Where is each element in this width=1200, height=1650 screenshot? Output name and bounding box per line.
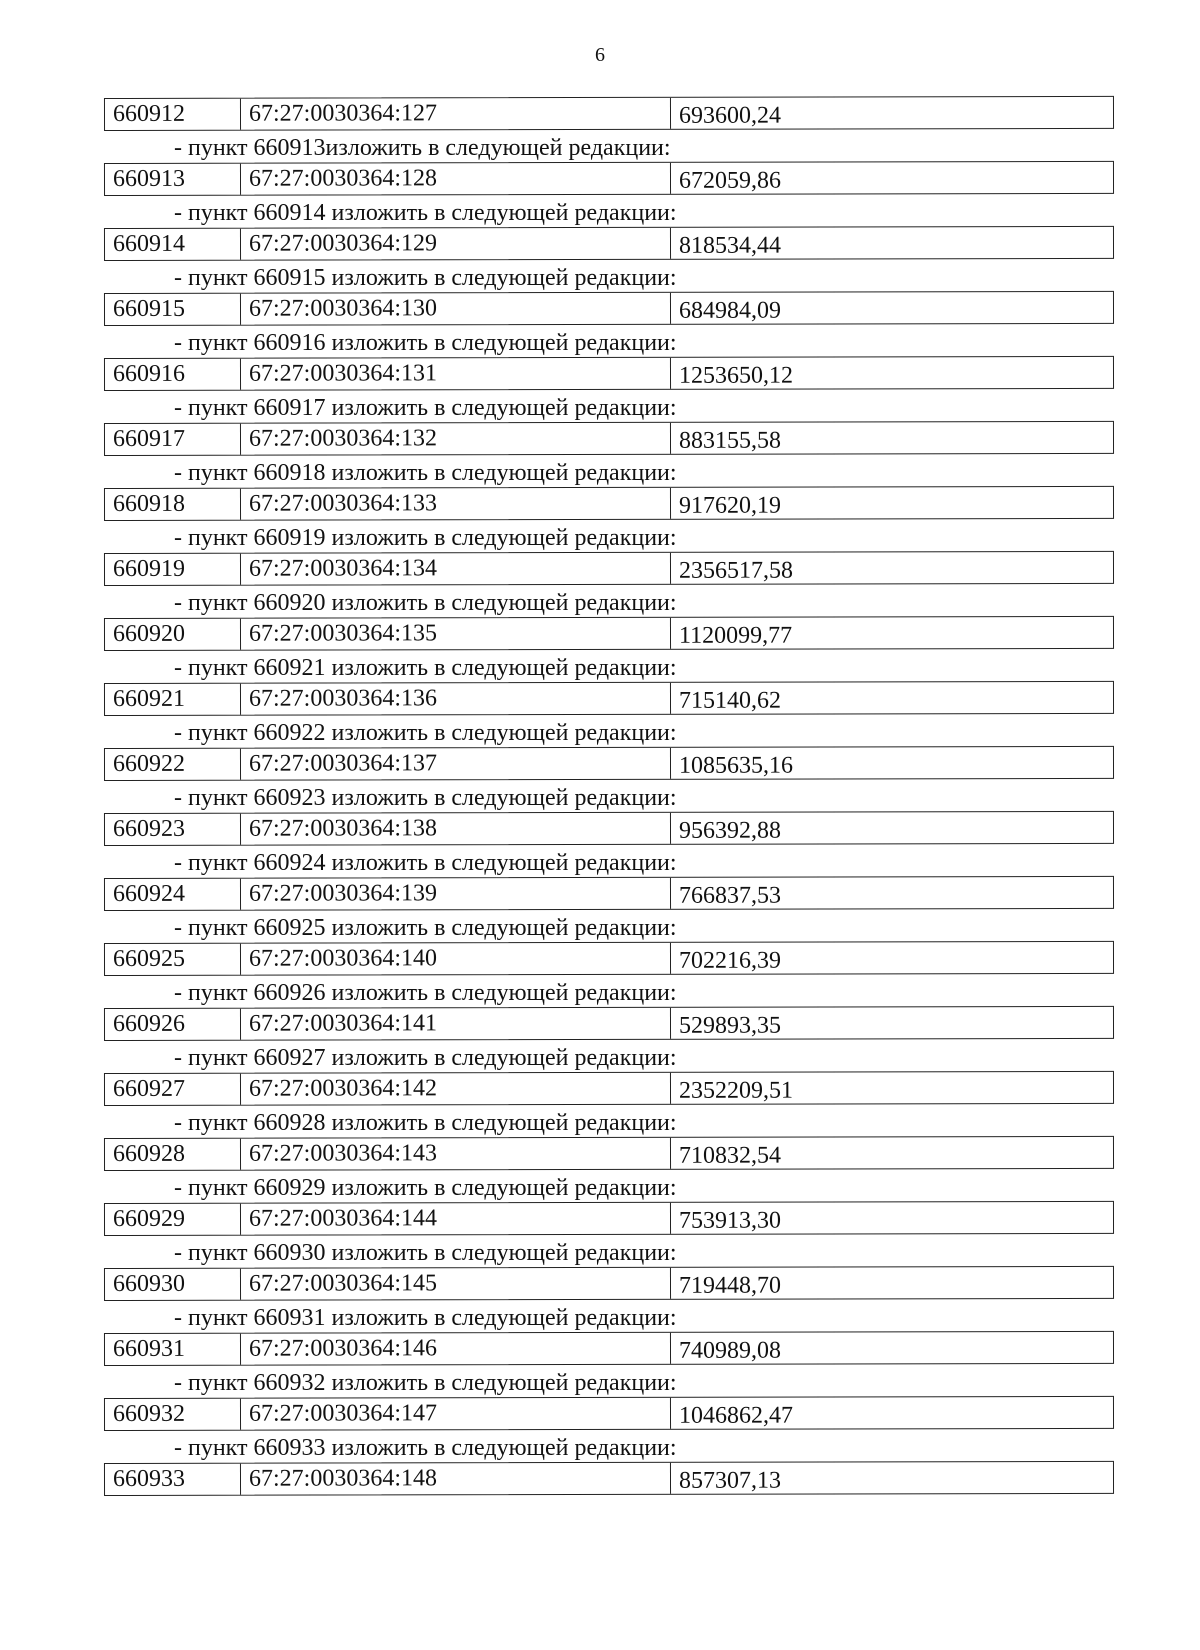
row-code: 660925 [105, 944, 241, 975]
cadastral-number: 67:27:0030364:147 [241, 1398, 671, 1430]
row-code: 660921 [105, 684, 241, 715]
table-row [104, 1071, 1114, 1106]
table-row [104, 356, 1114, 391]
table-row [104, 1266, 1114, 1301]
table-row [104, 291, 1114, 326]
cadastral-number: 67:27:0030364:130 [241, 293, 671, 325]
amendment-instruction: - пункт 660931 изложить в следующей редакции: [174, 1305, 677, 1331]
cadastral-value: 740989,08 [678, 1337, 782, 1364]
cadastral-number: 67:27:0030364:133 [241, 488, 671, 520]
cadastral-value: 1085635,16 [678, 752, 794, 779]
amendment-instruction: - пункт 660914 изложить в следующей редакции: [174, 200, 677, 226]
amendment-instruction: - пункт 660929 изложить в следующей редакции: [174, 1175, 677, 1201]
cadastral-number: 67:27:0030364:127 [241, 98, 671, 130]
table-row [104, 1006, 1114, 1041]
table-row [104, 811, 1114, 846]
cadastral-number: 67:27:0030364:135 [241, 618, 671, 650]
cadastral-number: 67:27:0030364:145 [241, 1268, 671, 1300]
amendment-instruction: - пункт 660925 изложить в следующей редакции: [174, 915, 677, 941]
amendment-instruction: - пункт 660926 изложить в следующей редакции: [174, 980, 677, 1006]
row-code: 660915 [105, 294, 241, 325]
cadastral-value: 719448,70 [678, 1272, 782, 1299]
row-code: 660919 [105, 554, 241, 585]
table-row [104, 1396, 1114, 1431]
amendment-instruction: - пункт 660919 изложить в следующей редакции: [174, 525, 677, 551]
row-code: 660929 [105, 1204, 241, 1235]
amendment-instruction: - пункт 660930 изложить в следующей редакции: [174, 1240, 677, 1266]
cadastral-number: 67:27:0030364:132 [241, 423, 671, 455]
cadastral-number: 67:27:0030364:146 [241, 1333, 671, 1365]
cadastral-value: 917620,19 [678, 492, 782, 519]
amendment-instruction: - пункт 660924 изложить в следующей редакции: [174, 850, 677, 876]
amendment-instruction: - пункт 660918 изложить в следующей редакции: [174, 460, 677, 486]
cadastral-number: 67:27:0030364:148 [241, 1463, 671, 1495]
cadastral-number: 67:27:0030364:137 [241, 748, 671, 780]
amendment-instruction: - пункт 660933 изложить в следующей редакции: [174, 1435, 677, 1461]
amendment-instruction: - пункт 660913изложить в следующей редакции: [174, 135, 671, 161]
row-code: 660927 [105, 1074, 241, 1105]
cadastral-number: 67:27:0030364:139 [241, 878, 671, 910]
cadastral-value: 715140,62 [678, 687, 782, 714]
row-code: 660931 [105, 1334, 241, 1365]
cadastral-value: 1046862,47 [678, 1402, 794, 1429]
row-code: 660926 [105, 1009, 241, 1040]
amendment-instruction: - пункт 660922 изложить в следующей редакции: [174, 720, 677, 746]
table-row [104, 161, 1114, 196]
row-code: 660914 [105, 229, 241, 260]
amendment-instruction: - пункт 660921 изложить в следующей редакции: [174, 655, 677, 681]
cadastral-value: 702216,39 [678, 947, 782, 974]
amendment-instruction: - пункт 660916 изложить в следующей редакции: [174, 330, 677, 356]
table-row [104, 421, 1114, 456]
table-row [104, 746, 1114, 781]
cadastral-number: 67:27:0030364:134 [241, 553, 671, 585]
cadastral-value: 529893,35 [678, 1012, 782, 1039]
table-row [104, 616, 1114, 651]
cadastral-value: 672059,86 [678, 167, 782, 194]
row-code: 660916 [105, 359, 241, 390]
row-code: 660924 [105, 879, 241, 910]
cadastral-value: 2352209,51 [678, 1077, 794, 1104]
cadastral-value: 753913,30 [678, 1207, 782, 1234]
cadastral-number: 67:27:0030364:131 [241, 358, 671, 390]
cadastral-number: 67:27:0030364:144 [241, 1203, 671, 1235]
table-row [104, 1201, 1114, 1236]
row-code: 660932 [105, 1399, 241, 1430]
cadastral-number: 67:27:0030364:128 [241, 163, 671, 195]
row-code: 660928 [105, 1139, 241, 1170]
amendment-instruction: - пункт 660915 изложить в следующей редакции: [174, 265, 677, 291]
table-row [104, 681, 1114, 716]
table-row [104, 876, 1114, 911]
cadastral-value: 710832,54 [678, 1142, 782, 1169]
table-row [104, 551, 1114, 586]
cadastral-number: 67:27:0030364:143 [241, 1138, 671, 1170]
amendment-instruction: - пункт 660917 изложить в следующей редакции: [174, 395, 677, 421]
row-code: 660923 [105, 814, 241, 845]
cadastral-value: 1253650,12 [678, 362, 794, 389]
row-code: 660922 [105, 749, 241, 780]
table-row [104, 941, 1114, 976]
page-number: 6 [595, 44, 605, 66]
cadastral-number: 67:27:0030364:138 [241, 813, 671, 845]
table-row [104, 1136, 1114, 1171]
cadastral-number: 67:27:0030364:136 [241, 683, 671, 715]
row-code: 660920 [105, 619, 241, 650]
cadastral-value: 883155,58 [678, 427, 782, 454]
cadastral-number: 67:27:0030364:142 [241, 1073, 671, 1105]
table-row [104, 226, 1114, 261]
amendment-instruction: - пункт 660928 изложить в следующей редакции: [174, 1110, 677, 1136]
cadastral-number: 67:27:0030364:141 [241, 1008, 671, 1040]
amendment-instruction: - пункт 660932 изложить в следующей редакции: [174, 1370, 677, 1396]
table-row [104, 486, 1114, 521]
amendment-instruction: - пункт 660923 изложить в следующей редакции: [174, 785, 677, 811]
cadastral-number: 67:27:0030364:129 [241, 228, 671, 260]
row-code: 660913 [105, 164, 241, 195]
amendment-instruction: - пункт 660927 изложить в следующей редакции: [174, 1045, 677, 1071]
row-code: 660918 [105, 489, 241, 520]
amendment-instruction: - пункт 660920 изложить в следующей редакции: [174, 590, 677, 616]
row-code: 660933 [105, 1464, 241, 1495]
cadastral-value: 1120099,77 [678, 622, 793, 649]
cadastral-number: 67:27:0030364:140 [241, 943, 671, 975]
cadastral-value: 818534,44 [678, 232, 782, 259]
cadastral-value: 766837,53 [678, 882, 782, 909]
table-row [104, 1461, 1114, 1496]
cadastral-value: 684984,09 [678, 297, 782, 324]
cadastral-value: 693600,24 [678, 102, 782, 129]
row-code: 660912 [105, 99, 241, 130]
table-row [104, 1331, 1114, 1366]
document-body [104, 98, 1114, 1496]
table-row [104, 96, 1114, 131]
row-code: 660917 [105, 424, 241, 455]
cadastral-value: 2356517,58 [678, 557, 794, 584]
cadastral-value: 857307,13 [678, 1467, 782, 1494]
row-code: 660930 [105, 1269, 241, 1300]
cadastral-value: 956392,88 [678, 817, 782, 844]
